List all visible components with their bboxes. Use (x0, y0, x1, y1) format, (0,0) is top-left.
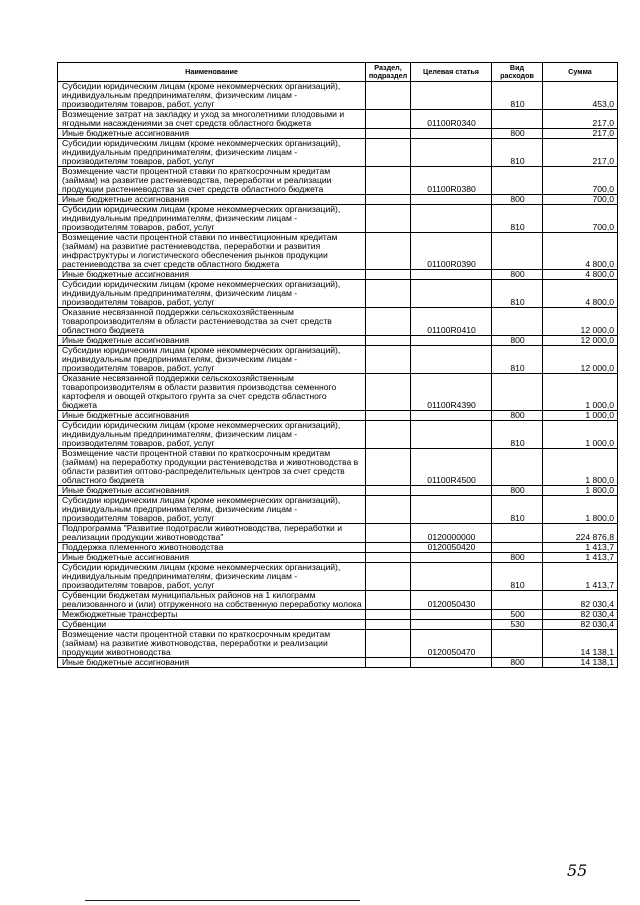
cell-vid: 810 (492, 346, 543, 374)
cell-vid (492, 591, 543, 610)
header-name: Наименование (58, 63, 366, 82)
cell-vid: 530 (492, 620, 543, 630)
cell-summa: 1 413,7 (543, 553, 618, 563)
cell-razdel (366, 346, 411, 374)
cell-summa: 4 800,0 (543, 270, 618, 280)
cell-vid (492, 167, 543, 195)
cell-vid: 810 (492, 421, 543, 449)
cell-razdel (366, 336, 411, 346)
cell-summa: 224 876,8 (543, 524, 618, 543)
table-row (58, 486, 618, 496)
cell-razdel (366, 280, 411, 308)
table-row (58, 336, 618, 346)
table-row (58, 421, 618, 449)
header-celevaya: Целевая статья (411, 63, 492, 82)
cell-cel (411, 411, 492, 421)
cell-name: Иные бюджетные ассигнования (58, 129, 366, 139)
table-row (58, 610, 618, 620)
cell-cel (411, 610, 492, 620)
table-row (58, 449, 618, 486)
table-row (58, 139, 618, 167)
table-row (58, 620, 618, 630)
cell-razdel (366, 553, 411, 563)
header-vid: Вид расходов (492, 63, 543, 82)
cell-name: Возмещение части процентной ставки по краткосрочным кредитам (займам) на развитие животноводства, переработки и реализации продукции животноводства (58, 630, 366, 658)
cell-vid: 810 (492, 82, 543, 110)
cell-summa: 700,0 (543, 205, 618, 233)
table-row (58, 524, 618, 543)
cell-summa: 700,0 (543, 167, 618, 195)
cell-name: Субсидии юридическим лицам (кроме некоммерческих организаций), индивидуальным предпринимателям, физическим лицам - производителям товаров, работ, услуг (58, 139, 366, 167)
cell-vid: 800 (492, 336, 543, 346)
table-row (58, 563, 618, 591)
table-row (58, 167, 618, 195)
cell-name: Возмещение части процентной ставки по инвестиционным кредитам (займам) на развитие растениеводства, переработки и развития инфраструктуры и логистического обеспечения рынков продукции растениеводства за счет средств областного бюджета (58, 233, 366, 270)
cell-name: Межбюджетные трансферты (58, 610, 366, 620)
table-row (58, 658, 618, 668)
cell-summa: 12 000,0 (543, 346, 618, 374)
cell-summa: 4 800,0 (543, 233, 618, 270)
cell-razdel (366, 449, 411, 486)
cell-cel: 01100R0340 (411, 110, 492, 129)
footer-divider (85, 900, 360, 901)
cell-vid (492, 110, 543, 129)
cell-razdel (366, 195, 411, 205)
cell-cel: 0120050430 (411, 591, 492, 610)
cell-razdel (366, 233, 411, 270)
cell-cel: 01100R4390 (411, 374, 492, 411)
table-header-row (58, 63, 618, 82)
cell-cel (411, 486, 492, 496)
table-row (58, 308, 618, 336)
cell-name: Субсидии юридическим лицам (кроме некоммерческих организаций), индивидуальным предпринимателям, физическим лицам - производителям товаров, работ, услуг (58, 563, 366, 591)
cell-name: Иные бюджетные ассигнования (58, 658, 366, 668)
cell-razdel (366, 486, 411, 496)
cell-razdel (366, 374, 411, 411)
cell-name: Оказание несвязанной поддержки сельскохозяйственным товаропроизводителям в области развития производства семенного картофеля и овощей открытого грунта за счет средств областного бюджета (58, 374, 366, 411)
table-row (58, 270, 618, 280)
cell-summa: 12 000,0 (543, 336, 618, 346)
cell-cel (411, 496, 492, 524)
cell-summa: 4 800,0 (543, 280, 618, 308)
cell-razdel (366, 610, 411, 620)
cell-name: Субсидии юридическим лицам (кроме некоммерческих организаций), индивидуальным предпринимателям, физическим лицам - производителям товаров, работ, услуг (58, 205, 366, 233)
cell-cel: 01100R0390 (411, 233, 492, 270)
cell-name: Иные бюджетные ассигнования (58, 411, 366, 421)
cell-razdel (366, 630, 411, 658)
cell-vid: 800 (492, 195, 543, 205)
cell-cel: 0120050420 (411, 543, 492, 553)
table-row (58, 233, 618, 270)
cell-summa: 453,0 (543, 82, 618, 110)
table-row (58, 630, 618, 658)
cell-vid (492, 449, 543, 486)
budget-table (57, 62, 618, 668)
cell-razdel (366, 543, 411, 553)
cell-razdel (366, 620, 411, 630)
cell-cel (411, 205, 492, 233)
cell-vid: 800 (492, 411, 543, 421)
cell-name: Иные бюджетные ассигнования (58, 195, 366, 205)
table-row (58, 346, 618, 374)
cell-vid: 800 (492, 129, 543, 139)
cell-vid (492, 374, 543, 411)
cell-vid: 810 (492, 496, 543, 524)
cell-summa: 217,0 (543, 110, 618, 129)
cell-cel (411, 270, 492, 280)
cell-vid (492, 524, 543, 543)
cell-razdel (366, 591, 411, 610)
cell-vid: 800 (492, 270, 543, 280)
cell-cel: 0120050470 (411, 630, 492, 658)
cell-name: Иные бюджетные ассигнования (58, 336, 366, 346)
cell-razdel (366, 129, 411, 139)
cell-cel: 01100R4500 (411, 449, 492, 486)
cell-summa: 1 000,0 (543, 411, 618, 421)
cell-summa: 14 138,1 (543, 630, 618, 658)
cell-vid: 810 (492, 205, 543, 233)
cell-summa: 82 030,4 (543, 591, 618, 610)
cell-cel (411, 620, 492, 630)
cell-summa: 82 030,4 (543, 620, 618, 630)
cell-razdel (366, 421, 411, 449)
cell-vid (492, 233, 543, 270)
cell-summa: 1 413,7 (543, 563, 618, 591)
table-row (58, 543, 618, 553)
cell-vid: 800 (492, 658, 543, 668)
cell-name: Подпрограмма "Развитие подотрасли животноводства, переработки и реализации продукции животноводства" (58, 524, 366, 543)
cell-summa: 82 030,4 (543, 610, 618, 620)
cell-vid (492, 630, 543, 658)
cell-razdel (366, 139, 411, 167)
cell-cel: 0120000000 (411, 524, 492, 543)
cell-name: Субвенции (58, 620, 366, 630)
cell-razdel (366, 524, 411, 543)
cell-vid: 810 (492, 280, 543, 308)
cell-name: Субсидии юридическим лицам (кроме некоммерческих организаций), индивидуальным предпринимателям, физическим лицам - производителям товаров, работ, услуг (58, 421, 366, 449)
cell-cel (411, 139, 492, 167)
cell-razdel (366, 167, 411, 195)
cell-summa: 1 000,0 (543, 374, 618, 411)
cell-name: Субсидии юридическим лицам (кроме некоммерческих организаций), индивидуальным предпринимателям, физическим лицам - производителям товаров, работ, услуг (58, 346, 366, 374)
cell-summa: 1 413,7 (543, 543, 618, 553)
cell-summa: 700,0 (543, 195, 618, 205)
cell-summa: 217,0 (543, 129, 618, 139)
cell-vid (492, 308, 543, 336)
cell-name: Иные бюджетные ассигнования (58, 270, 366, 280)
cell-razdel (366, 205, 411, 233)
cell-name: Возмещение части процентной ставки по краткосрочным кредитам (займам) на развитие растениеводства, переработки и реализации продукции растениеводства за счет средств областного бюджета (58, 167, 366, 195)
cell-name: Иные бюджетные ассигнования (58, 553, 366, 563)
table-row (58, 591, 618, 610)
table-row (58, 411, 618, 421)
table-row (58, 129, 618, 139)
page-number: 55 (567, 861, 588, 880)
cell-cel (411, 346, 492, 374)
table-row (58, 280, 618, 308)
cell-summa: 1 800,0 (543, 449, 618, 486)
table-row (58, 195, 618, 205)
cell-summa: 1 000,0 (543, 421, 618, 449)
cell-cel (411, 553, 492, 563)
cell-name: Возмещение затрат на закладку и уход за многолетними плодовыми и ягодными насаждениями за счет средств областного бюджета (58, 110, 366, 129)
budget-table-sheet (57, 62, 617, 668)
cell-name: Субсидии юридическим лицам (кроме некоммерческих организаций), индивидуальным предпринимателям, физическим лицам - производителям товаров, работ, услуг (58, 280, 366, 308)
cell-summa: 12 000,0 (543, 308, 618, 336)
cell-cel (411, 280, 492, 308)
cell-cel (411, 195, 492, 205)
table-row (58, 110, 618, 129)
cell-vid: 500 (492, 610, 543, 620)
cell-cel (411, 336, 492, 346)
cell-razdel (366, 411, 411, 421)
table-row (58, 553, 618, 563)
cell-cel (411, 658, 492, 668)
cell-cel (411, 129, 492, 139)
cell-summa: 1 800,0 (543, 486, 618, 496)
cell-summa: 217,0 (543, 139, 618, 167)
cell-cel (411, 421, 492, 449)
cell-razdel (366, 563, 411, 591)
cell-name: Возмещение части процентной ставки по краткосрочным кредитам (займам) на переработку продукции растениеводства и животноводства в области развития оптово-распределительных центров за счет средств областного бюджета (58, 449, 366, 486)
cell-cel (411, 82, 492, 110)
cell-cel: 01100R0410 (411, 308, 492, 336)
cell-razdel (366, 658, 411, 668)
table-row (58, 205, 618, 233)
table-row (58, 496, 618, 524)
cell-name: Субвенции бюджетам муниципальных районов на 1 килограмм реализованного и (или) отгруженного на собственную переработку молока (58, 591, 366, 610)
cell-vid (492, 543, 543, 553)
table-row (58, 82, 618, 110)
cell-summa: 1 800,0 (543, 496, 618, 524)
cell-razdel (366, 82, 411, 110)
header-razdel: Раздел, подраздел (366, 63, 411, 82)
cell-name: Поддержка племенного животноводства (58, 543, 366, 553)
cell-razdel (366, 110, 411, 129)
cell-name: Оказание несвязанной поддержки сельскохозяйственным товаропроизводителям в области растениеводства за счет средств областного бюджета (58, 308, 366, 336)
cell-name: Субсидии юридическим лицам (кроме некоммерческих организаций), индивидуальным предпринимателям, физическим лицам - производителям товаров, работ, услуг (58, 496, 366, 524)
cell-vid: 810 (492, 139, 543, 167)
cell-name: Субсидии юридическим лицам (кроме некоммерческих организаций), индивидуальным предпринимателям, физическим лицам - производителям товаров, работ, услуг (58, 82, 366, 110)
cell-vid: 800 (492, 486, 543, 496)
cell-cel (411, 563, 492, 591)
cell-name: Иные бюджетные ассигнования (58, 486, 366, 496)
cell-vid: 800 (492, 553, 543, 563)
cell-razdel (366, 270, 411, 280)
cell-cel: 01100R0380 (411, 167, 492, 195)
table-row (58, 374, 618, 411)
cell-summa: 14 138,1 (543, 658, 618, 668)
cell-razdel (366, 308, 411, 336)
cell-vid: 810 (492, 563, 543, 591)
cell-razdel (366, 496, 411, 524)
header-summa: Сумма (543, 63, 618, 82)
